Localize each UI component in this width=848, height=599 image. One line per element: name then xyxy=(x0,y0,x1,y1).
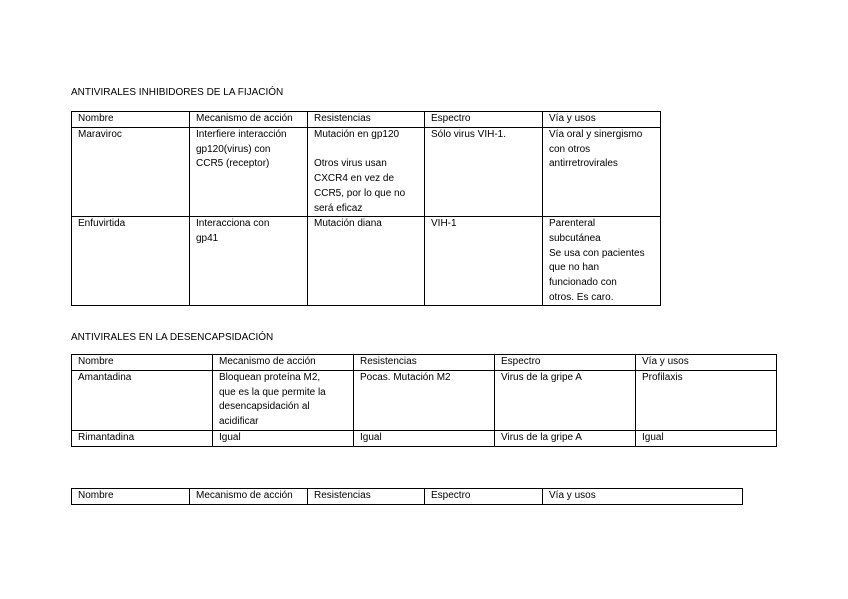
header-nombre: Nombre xyxy=(72,112,190,128)
section2-title: ANTIVIRALES EN LA DESENCAPSIDACIÓN xyxy=(71,332,274,343)
table-header-row xyxy=(72,489,743,505)
cell-resistencias: Mutación diana xyxy=(308,217,425,306)
header-mecanismo: Mecanismo de acción xyxy=(190,112,308,128)
uncoating-table xyxy=(71,354,777,447)
header-via-usos: Vía y usos xyxy=(543,112,661,128)
header-via-usos: Vía y usos xyxy=(543,489,743,505)
cell-nombre: Rimantadina xyxy=(72,430,213,446)
cell-via-usos: Igual xyxy=(636,430,777,446)
section1-title: ANTIVIRALES INHIBIDORES DE LA FIJACIÓN xyxy=(71,87,284,98)
table-header-row xyxy=(72,355,777,371)
header-espectro: Espectro xyxy=(425,489,543,505)
table-row xyxy=(72,430,777,446)
cell-via-usos: Vía oral y sinergismo con otros antirretrovirales xyxy=(543,128,661,217)
table-row xyxy=(72,371,777,431)
header-resistencias: Resistencias xyxy=(308,489,425,505)
table-header-row xyxy=(72,112,661,128)
cell-espectro: Virus de la gripe A xyxy=(495,430,636,446)
cell-mecanismo: Interfiere interacción gp120(virus) con CCR5 (receptor) xyxy=(190,128,308,217)
table-row xyxy=(72,128,661,217)
cell-via-usos: Parenteral subcutánea Se usa con pacientes que no han funcionado con otros. Es caro. xyxy=(543,217,661,306)
cell-nombre: Amantadina xyxy=(72,371,213,431)
header-nombre: Nombre xyxy=(72,489,190,505)
cell-espectro: VIH-1 xyxy=(425,217,543,306)
header-via-usos: Vía y usos xyxy=(636,355,777,371)
header-nombre: Nombre xyxy=(72,355,213,371)
header-mecanismo: Mecanismo de acción xyxy=(190,489,308,505)
fixation-inhibitors-table xyxy=(71,111,661,306)
header-mecanismo: Mecanismo de acción xyxy=(213,355,354,371)
header-resistencias: Resistencias xyxy=(308,112,425,128)
cell-mecanismo: Igual xyxy=(213,430,354,446)
cell-espectro: Virus de la gripe A xyxy=(495,371,636,431)
cell-espectro: Sólo virus VIH-1. xyxy=(425,128,543,217)
cell-resistencias: Pocas. Mutación M2 xyxy=(354,371,495,431)
header-espectro: Espectro xyxy=(425,112,543,128)
header-resistencias: Resistencias xyxy=(354,355,495,371)
cell-nombre: Enfuvirtida xyxy=(72,217,190,306)
empty-template-table xyxy=(71,488,743,505)
cell-mecanismo: Bloquean proteína M2, que es la que permite la desencapsidación al acidificar xyxy=(213,371,354,431)
cell-resistencias: Igual xyxy=(354,430,495,446)
header-espectro: Espectro xyxy=(495,355,636,371)
cell-nombre: Maraviroc xyxy=(72,128,190,217)
table-row xyxy=(72,217,661,306)
cell-resistencias: Mutación en gp120 Otros virus usan CXCR4 en vez de CCR5, por lo que no será eficaz xyxy=(308,128,425,217)
cell-via-usos: Profilaxis xyxy=(636,371,777,431)
cell-mecanismo: Interacciona con gp41 xyxy=(190,217,308,306)
